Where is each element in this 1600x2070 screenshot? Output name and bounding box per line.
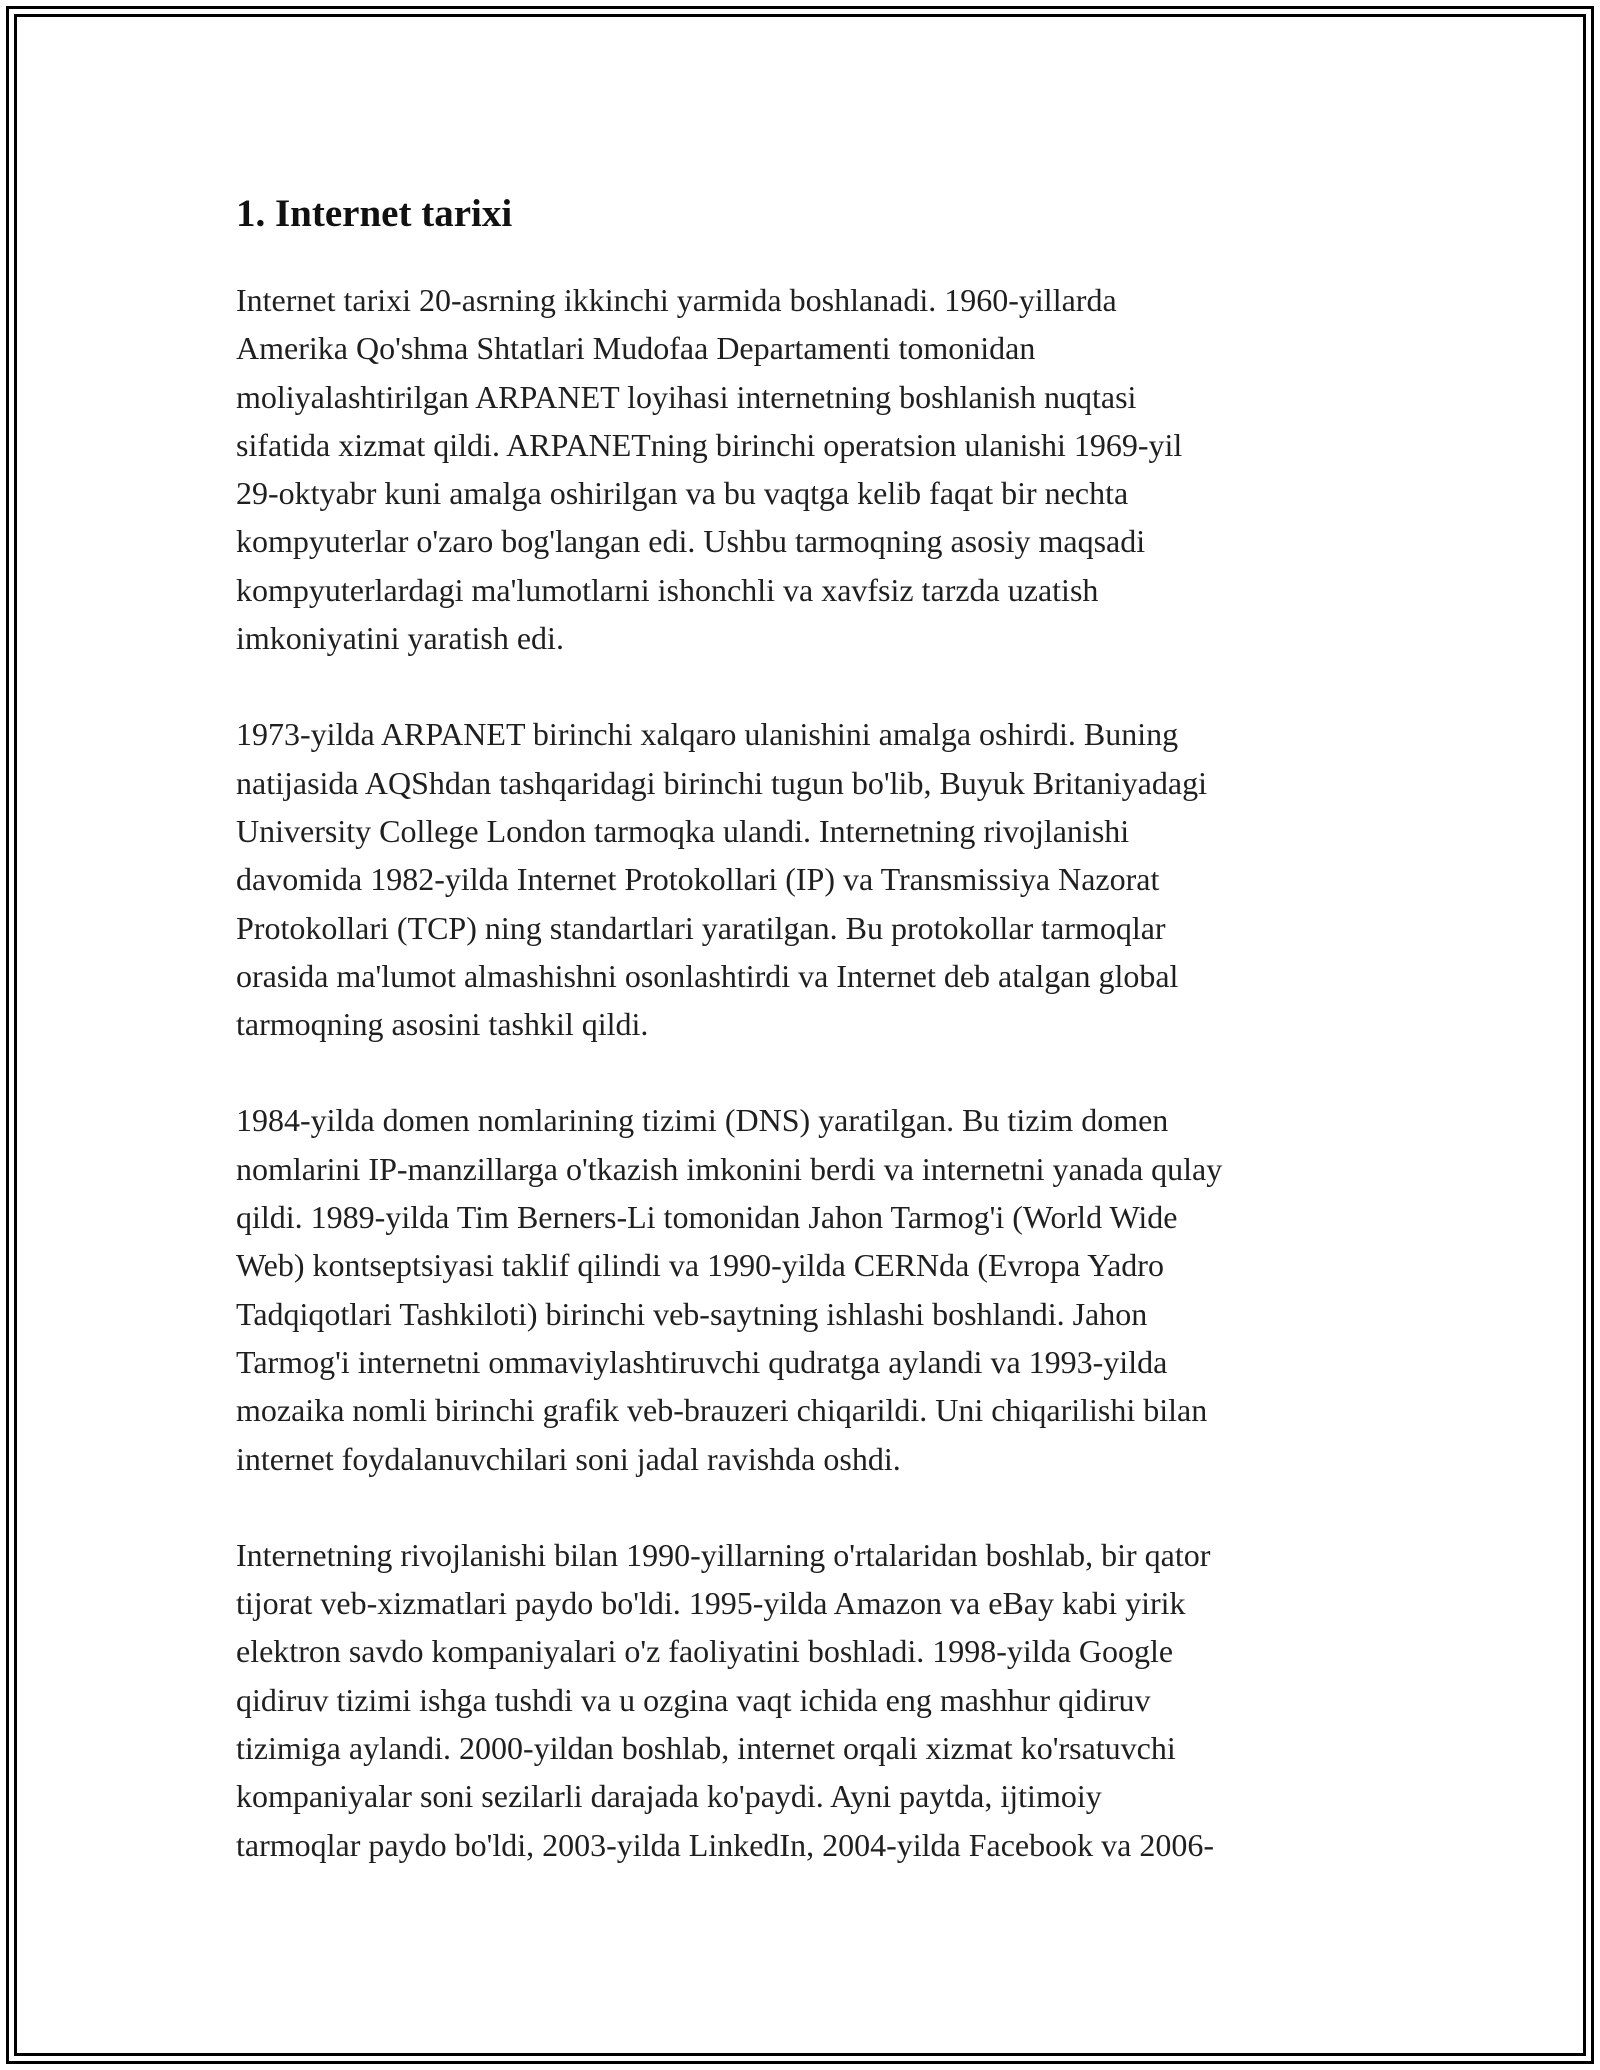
- text-line: University College London tarmoqka ulandi. Internetning rivojlanishi: [236, 812, 1130, 849]
- text-line: kompyuterlar o'zaro bog'langan edi. Ushbu tarmoqning asosiy maqsadi: [236, 523, 1146, 560]
- text-line: imkoniyatini yaratish edi.: [236, 620, 564, 657]
- text-line: Internetning rivojlanishi bilan 1990-yillarning o'rtalaridan boshlab, bir qator: [236, 1536, 1211, 1573]
- text-line: 29-oktyabr kuni amalga oshirilgan va bu vaqtga kelib faqat bir nechta: [236, 475, 1129, 512]
- text-line: Protokollari (TCP) ning standartlari yaratilgan. Bu protokollar tarmoqlar: [236, 909, 1166, 946]
- paragraph-3: [236, 1096, 1376, 1482]
- text-line: Web) kontseptsiyasi taklif qilindi va 1990-yilda CERNda (Evropa Yadro: [236, 1247, 1164, 1284]
- text-line: tijorat veb-xizmatlari paydo bo'ldi. 1995-yilda Amazon va eBay kabi yirik: [236, 1585, 1186, 1622]
- paragraph-4: [236, 1531, 1376, 1869]
- paragraph-2: [236, 710, 1376, 1048]
- text-line: sifatida xizmat qildi. ARPANETning birinchi operatsion ulanishi 1969-yil: [236, 426, 1183, 463]
- document-page: [236, 186, 1376, 1917]
- text-line: tarmoqning asosini tashkil qildi.: [236, 1006, 649, 1043]
- text-line: kompyuterlardagi ma'lumotlarni ishonchli va xavfsiz tarzda uzatish: [236, 571, 1099, 608]
- text-line: tarmoqlar paydo bo'ldi, 2003-yilda LinkedIn, 2004-yilda Facebook va 2006-: [236, 1826, 1214, 1863]
- text-line: davomida 1982-yilda Internet Protokollari (IP) va Transmissiya Nazorat: [236, 861, 1160, 898]
- text-line: Internet tarixi 20-asrning ikkinchi yarmida boshlanadi. 1960-yillarda: [236, 282, 1117, 318]
- text-line: elektron savdo kompaniyalari o'z faoliyatini boshladi. 1998-yilda Google: [236, 1633, 1174, 1670]
- text-line: 1984-yilda domen nomlarining tizimi (DNS) yaratilgan. Bu tizim domen: [236, 1102, 1169, 1139]
- text-line: Tadqiqotlari Tashkiloti) birinchi veb-saytning ishlashi boshlandi. Jahon: [236, 1295, 1148, 1332]
- paragraph-1: [236, 276, 1376, 662]
- text-line: mozaika nomli birinchi grafik veb-brauzeri chiqarildi. Uni chiqarilishi bilan: [236, 1392, 1208, 1429]
- text-line: natijasida AQShdan tashqaridagi birinchi tugun bo'lib, Buyuk Britaniyadagi: [236, 764, 1207, 801]
- document-body: [236, 276, 1376, 1869]
- text-line: internet foydalanuvchilari soni jadal ravishda oshdi.: [236, 1440, 901, 1477]
- text-line: qidiruv tizimi ishga tushdi va u ozgina vaqt ichida eng mashhur qidiruv: [236, 1681, 1151, 1718]
- text-line: Tarmog'i internetni ommaviylashtiruvchi qudratga aylandi va 1993-yilda: [236, 1343, 1168, 1380]
- text-line: nomlarini IP-manzillarga o'tkazish imkonini berdi va internetni yanada qulay: [236, 1150, 1223, 1187]
- text-line: 1973-yilda ARPANET birinchi xalqaro ulanishini amalga oshirdi. Buning: [236, 716, 1179, 753]
- text-line: Amerika Qo'shma Shtatlari Mudofaa Departamenti tomonidan: [236, 330, 1036, 367]
- text-line: orasida ma'lumot almashishni osonlashtirdi va Internet deb atalgan global: [236, 957, 1179, 994]
- text-line: tizimiga aylandi. 2000-yildan boshlab, internet orqali xizmat ko'rsatuvchi: [236, 1730, 1176, 1767]
- text-line: kompaniyalar soni sezilarli darajada ko'paydi. Ayni paytda, ijtimoiy: [236, 1778, 1102, 1815]
- text-line: qildi. 1989-yilda Tim Berners-Li tomonidan Jahon Tarmog'i (World Wide: [236, 1199, 1178, 1236]
- text-line: moliyalashtirilgan ARPANET loyihasi internetning boshlanish nuqtasi: [236, 378, 1137, 415]
- page-title: 1. Internet tarixi: [236, 192, 513, 235]
